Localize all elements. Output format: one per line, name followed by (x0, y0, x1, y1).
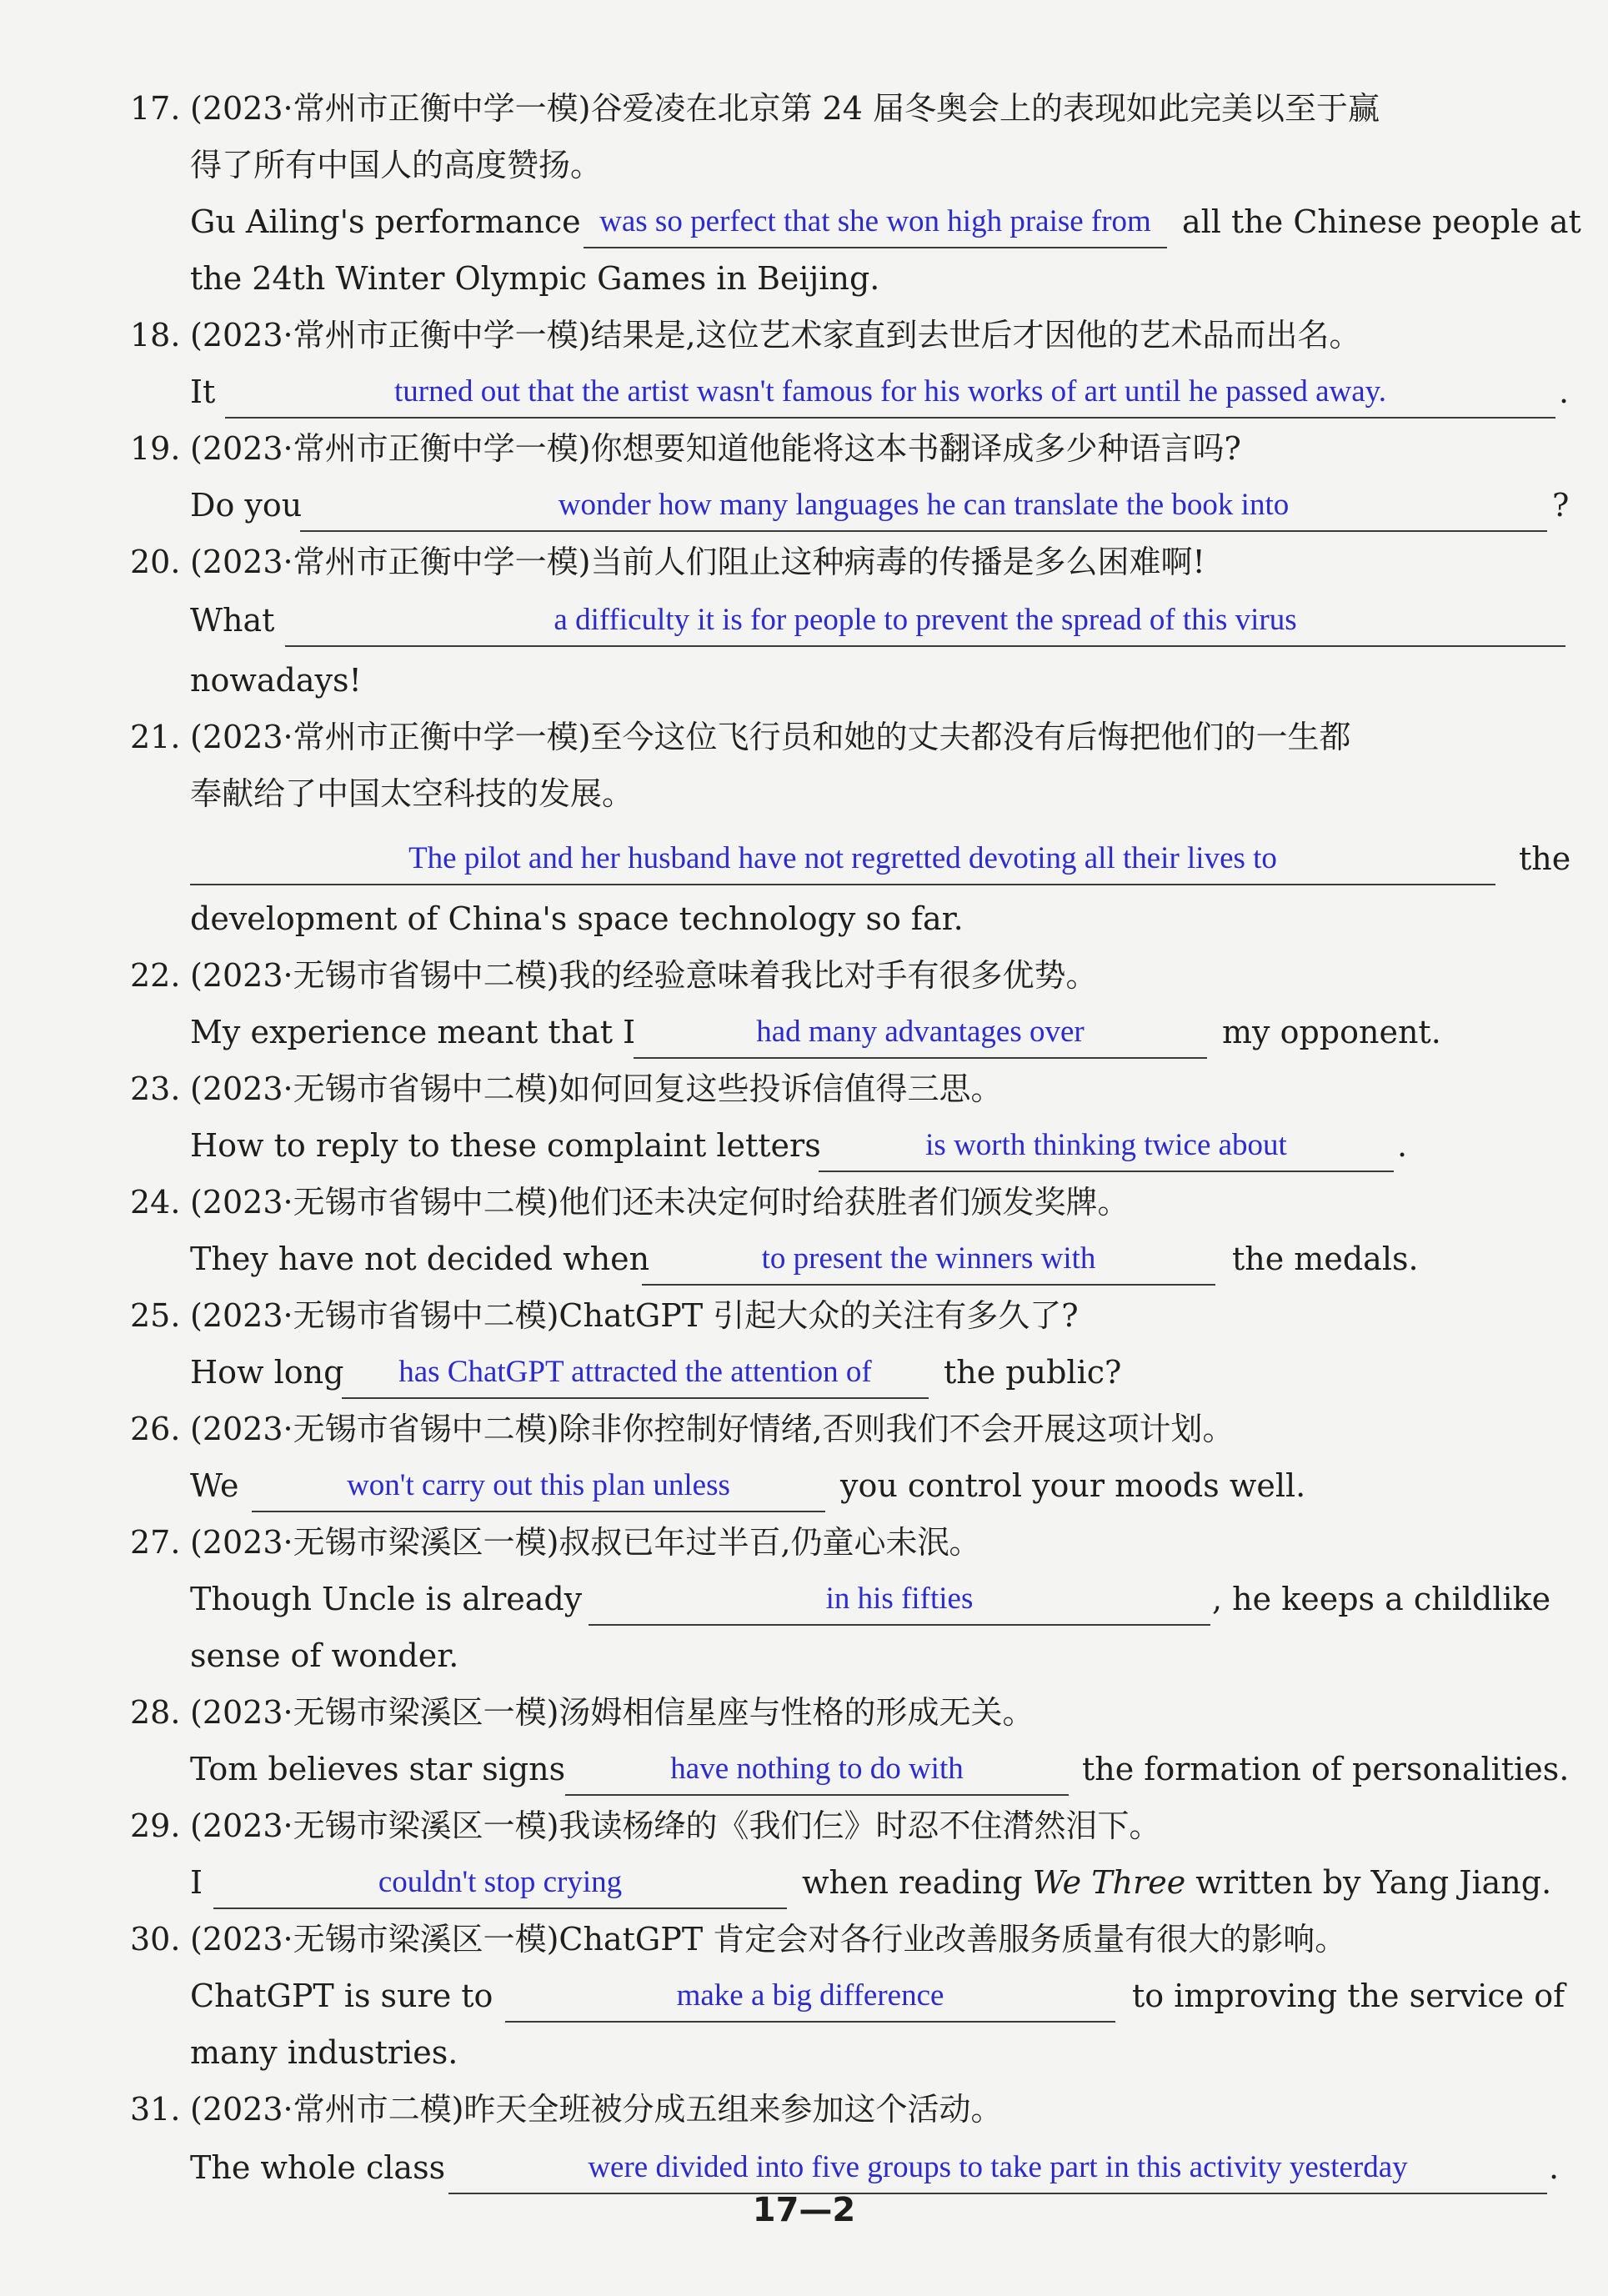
answer-29: couldn't stop crying (213, 1857, 787, 1909)
answer-23: is worth thinking twice about (819, 1120, 1394, 1172)
question-27-prompt: 27. (2023·无锡市梁溪区一模)叔叔已年过半百,仍童心未泯。 (130, 1524, 981, 1561)
answer-17: was so perfect that she won high praise from (584, 197, 1167, 248)
question-23-prompt: 23. (2023·无锡市省锡中二模)如何回复这些投诉信值得三思。 (130, 1070, 1003, 1107)
question-28-prompt: 28. (2023·无锡市梁溪区一模)汤姆相信星座与性格的形成无关。 (130, 1694, 1034, 1731)
answer-25: has ChatGPT attracted the attention of (342, 1347, 929, 1399)
answer-30: make a big difference (505, 1971, 1115, 2023)
answer-22: had many advantages over (634, 1007, 1207, 1059)
question-28-sentence: Tom believes star signs have nothing to do with the formation of personalities. (0, 1744, 1608, 1794)
question-21-sentence: The pilot and her husband have not regretted devoting all their lives to the (0, 834, 1608, 884)
answer-24: to present the winners with (642, 1234, 1215, 1286)
question-23-sentence: How to reply to these complaint letters is worth thinking twice about . (0, 1120, 1608, 1171)
question-17-sentence-cont: the 24th Winter Olympic Games in Beijing. (190, 260, 880, 297)
question-21-prompt-cont: 奉献给了中国太空科技的发展。 (190, 775, 634, 812)
question-29-prompt: 29. (2023·无锡市梁溪区一模)我读杨绛的《我们仨》时忍不住潸然泪下。 (130, 1807, 1161, 1844)
answer-21: The pilot and her husband have not regretted devoting all their lives to (190, 834, 1495, 885)
question-29-sentence: I couldn't stop crying when reading We Three written by Yang Jiang. (0, 1857, 1608, 1907)
question-31-sentence: The whole class were divided into five groups to take part in this activity yesterday . (0, 2143, 1608, 2193)
question-18-sentence: It turned out that the artist wasn't famous for his works of art until he passed away. . (0, 367, 1608, 417)
question-31-prompt: 31. (2023·常州市二模)昨天全班被分成五组来参加这个活动。 (130, 2091, 1003, 2128)
answer-28: have nothing to do with (565, 1744, 1069, 1796)
question-25-sentence: How long has ChatGPT attracted the attention of the public? (0, 1347, 1608, 1397)
answer-31: were divided into five groups to take part in this activity yesterday (448, 2143, 1547, 2194)
question-20-prompt: 20. (2023·常州市正衡中学一模)当前人们阻止这种病毒的传播是多么困难啊! (130, 544, 1205, 580)
question-21-prompt: 21. (2023·常州市正衡中学一模)至今这位飞行员和她的丈夫都没有后悔把他们的一生都 (130, 719, 1351, 755)
question-17-prompt: 17. (2023·常州市正衡中学一模)谷爱凌在北京第 24 届冬奥会上的表现如此完美以至于赢 (130, 90, 1380, 127)
answer-20: a difficulty it is for people to prevent the spread of this virus (285, 595, 1565, 647)
question-27-sentence-cont: sense of wonder. (190, 1637, 459, 1674)
question-18-prompt: 18. (2023·常州市正衡中学一模)结果是,这位艺术家直到去世后才因他的艺术品而出名。 (130, 317, 1361, 353)
question-27-sentence: Though Uncle is already in his fifties , he keeps a childlike (0, 1574, 1608, 1624)
answer-26: won't carry out this plan unless (252, 1461, 825, 1512)
question-30-sentence-cont: many industries. (190, 2034, 458, 2071)
question-22-sentence: My experience meant that I had many advantages over my opponent. (0, 1007, 1608, 1057)
question-30-prompt: 30. (2023·无锡市梁溪区一模)ChatGPT 肯定会对各行业改善服务质量有很大的影响。 (130, 1921, 1347, 1958)
answer-18: turned out that the artist wasn't famous for his works of art until he passed away. (225, 367, 1555, 419)
answer-19: wonder how many languages he can translate the book into (300, 480, 1547, 532)
question-24-prompt: 24. (2023·无锡市省锡中二模)他们还未决定何时给获胜者们颁发奖牌。 (130, 1184, 1130, 1221)
question-20-sentence: What a difficulty it is for people to prevent the spread of this virus (0, 595, 1608, 645)
question-21-sentence-cont: development of China's space technology so far. (190, 900, 964, 937)
question-17-prompt-cont: 得了所有中国人的高度赞扬。 (190, 147, 603, 183)
question-24-sentence: They have not decided when to present the winners with the medals. (0, 1234, 1608, 1284)
question-30-sentence: ChatGPT is sure to make a big difference to improving the service of (0, 1971, 1608, 2021)
question-19-sentence: Do you wonder how many languages he can translate the book into ? (0, 480, 1608, 530)
question-25-prompt: 25. (2023·无锡市省锡中二模)ChatGPT 引起大众的关注有多久了? (130, 1297, 1079, 1334)
question-20-sentence-cont: nowadays! (190, 662, 362, 699)
question-26-prompt: 26. (2023·无锡市省锡中二模)除非你控制好情绪,否则我们不会开展这项计划。 (130, 1411, 1235, 1447)
question-19-prompt: 19. (2023·常州市正衡中学一模)你想要知道他能将这本书翻译成多少种语言吗? (130, 430, 1241, 467)
page-number: 17—2 (752, 2191, 856, 2229)
question-17-sentence: Gu Ailing's performance was so perfect that she won high praise from all the Chinese people at (0, 197, 1608, 247)
question-22-prompt: 22. (2023·无锡市省锡中二模)我的经验意味着我比对手有很多优势。 (130, 957, 1098, 994)
book-title: We Three (1032, 1864, 1186, 1901)
question-26-sentence: We won't carry out this plan unless you control your moods well. (0, 1461, 1608, 1511)
answer-27: in his fifties (589, 1574, 1210, 1626)
